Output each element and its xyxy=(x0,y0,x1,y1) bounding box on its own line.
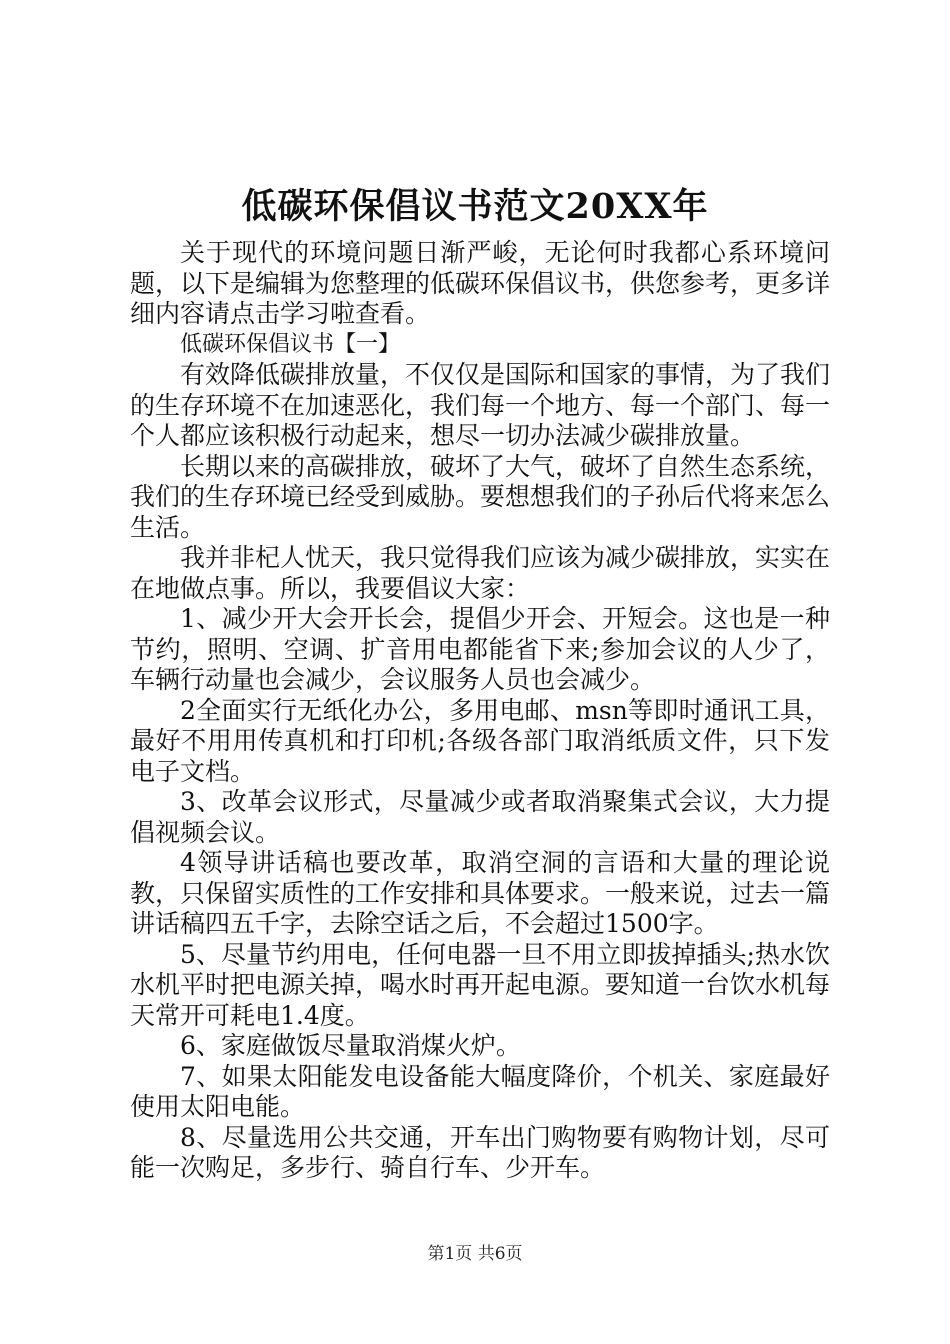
list-item: 3、改革会议形式，尽量减少或者取消聚集式会议，大力提倡视频会议。 xyxy=(130,787,830,847)
document-body xyxy=(130,238,830,1184)
list-item: 6、家庭做饭尽量取消煤火炉。 xyxy=(180,1031,521,1060)
list-item: 5、尽量节约用电，任何电器一旦不用立即拔掉插头;热水饮水机平时把电源关掉，喝水时再开起电源。要知道一台饮水机每天常开可耗电1.4度。 xyxy=(130,939,831,1030)
list-item: 8、尽量选用公共交通，开车出门购物要有购物计划，尽可能一次购足，多步行、骑自行车、少开车。 xyxy=(130,1122,830,1182)
list-item: 7、如果太阳能发电设备能大幅度降价，个机关、家庭最好使用太阳电能。 xyxy=(130,1061,830,1121)
list-item: 1、减少开大会开长会，提倡少开会、开短会。这也是一种节约，照明、空调、扩音用电都能省下来;参加会议的人少了，车辆行动量也会减少，会议服务人员也会减少。 xyxy=(130,604,830,694)
paragraph: 长期以来的高碳排放，破坏了大气，破坏了自然生态系统，我们的生存环境已经受到威胁。要想想我们的子孙后代将来怎么生活。 xyxy=(130,451,831,542)
section-heading: 低碳环保倡议书【一】 xyxy=(180,331,401,357)
paragraph-intro: 关于现代的环境问题日渐严峻，无论何时我都心系环境问题，以下是编辑为您整理的低碳环保倡议书，供您参考，更多详细内容请点击学习啦查看。 xyxy=(130,238,831,328)
document-title: 低碳环保倡议书范文20XX年 xyxy=(241,186,709,227)
paragraph: 我并非杞人忧天，我只觉得我们应该为减少碳排放，实实在在地做点事。所以，我要倡议大家： xyxy=(130,543,831,603)
page-footer: 第1页 共6页 xyxy=(427,1244,523,1264)
list-item: 4领导讲话稿也要改革，取消空洞的言语和大量的理论说教，只保留实质性的工作安排和具体要求。一般来说，过去一篇讲话稿四五千字，去除空话之后，不会超过1500字。 xyxy=(130,848,831,938)
paragraph: 有效降低碳排放量，不仅仅是国际和国家的事情，为了我们的生存环境不在加速恶化，我们每一个地方、每一个部门、每一个人都应该积极行动起来，想尽一切办法减少碳排放量。 xyxy=(130,360,831,450)
list-item: 2全面实行无纸化办公，多用电邮、msn等即时通讯工具，最好不用用传真机和打印机;各级各部门取消纸质文件，只下发电子文档。 xyxy=(130,695,830,786)
